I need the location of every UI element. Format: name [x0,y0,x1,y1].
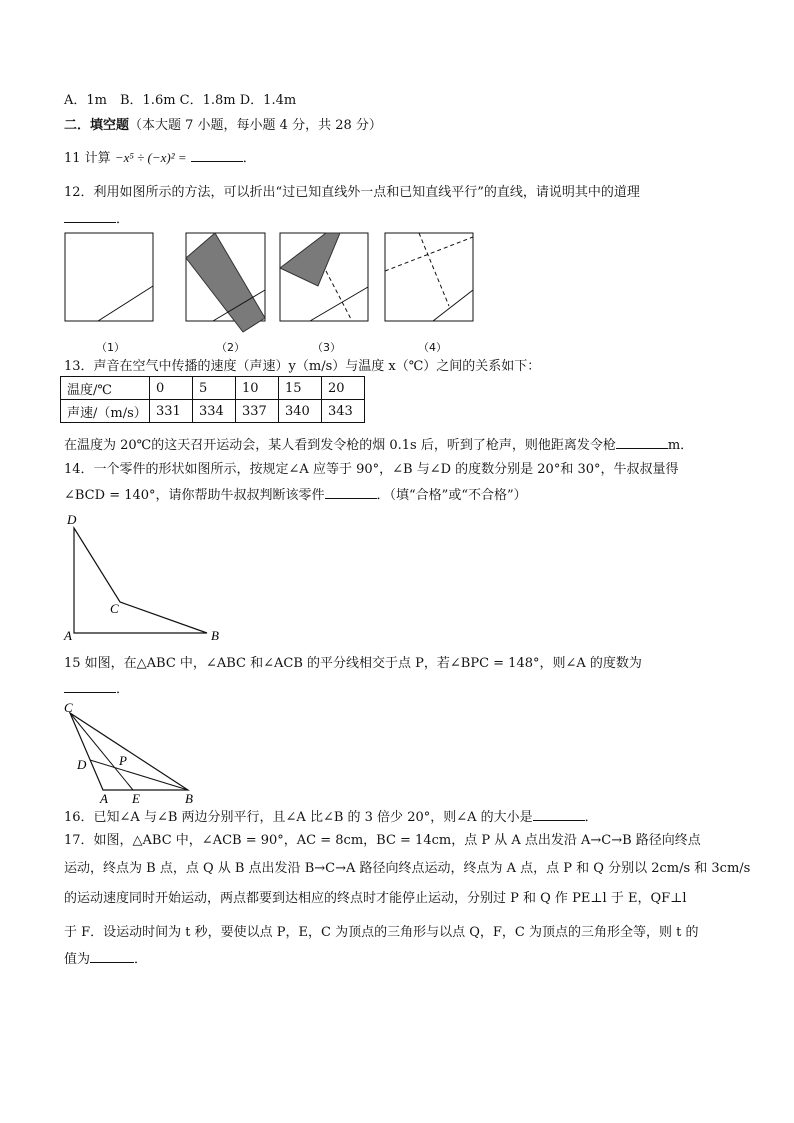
q16-answer-blank[interactable] [533,808,585,821]
table-cell: 334 [193,400,236,423]
label-C: C [64,700,73,715]
q11-prefix: 11 计算 [64,151,111,166]
fold-caption-4: （4） [418,341,447,354]
q16-suffix: ． [584,810,598,825]
table-cell: 331 [150,400,193,423]
q12-suffix: ． [116,212,130,227]
label-A: A [64,628,72,643]
section-note: （本大题 7 小题，每小题 4 分，共 28 分） [129,118,382,133]
q17-answer-blank[interactable] [90,950,134,963]
question-13: 13．声音在空气中传播的速度（声速）y（m/s）与温度 x（℃）之间的关系如下： [64,359,541,374]
bisector-bd [90,760,188,790]
table-cell: 5 [193,377,236,400]
q13-after-text: 在温度为 20℃的这天召开运动会，某人看到发令枪的烟 0.1s 后，听到了枪声，则他距离发令枪 [64,438,616,453]
question-17: 17．如图，△ABC 中，∠ACB = 90°，AC = 8cm，BC = 14cm，点 P 从 A 点出发沿 A→C→B 路径向终点 [64,833,701,848]
q11-suffix: ． [242,151,256,166]
label-D: D [67,512,77,527]
q17-line-3: 的运动速度同时开始运动，两点都要到达相应的终点时才能停止运动，分别过 P 和 Q 作 PE⊥l 于 E，QF⊥l [64,891,687,906]
q11-expression: −x⁵ ÷ (−x)² = [114,150,187,165]
label-P: P [119,753,127,768]
table-cell: 15 [279,377,322,400]
q17-line-4: 于 F．设运动时间为 t 秒，要使以点 P，E，C 为顶点的三角形与以点 Q，F，C 为顶点的三角形全等，则 t 的 [64,925,699,940]
table-header-cell: 声速/（m/s） [61,400,150,423]
table-header-cell: 温度/℃ [61,377,150,400]
question-14: 14．一个零件的形状如图所示，按规定∠A 应等于 90°，∠B 与∠D 的度数分别是 20°和 30°，牛叔叔量得 [64,462,679,477]
table-cell: 20 [322,377,365,400]
fold-caption-2: （2） [216,341,245,354]
label-E: E [132,791,140,806]
table-cell: 343 [322,400,365,423]
fold-caption-3: （3） [312,341,341,354]
q17-line-5 [64,950,147,969]
q14-text-b: ．（填“合格”或“不合格”） [376,488,527,503]
table-cell: 0 [150,377,193,400]
label-B: B [211,628,219,643]
label-D: D [77,757,87,772]
q17-text-a: 值为 [64,952,91,967]
q17-text-b: ． [134,952,148,967]
q14-text-a: ∠BCD = 140°，请你帮助牛叔叔判断该零件 [64,488,325,503]
q15-suffix: ． [116,682,130,697]
q17-line-2: 运动，终点为 B 点，点 Q 从 B 点出发沿 B→C→A 路径向终点运动，终点为 A 点，点 P 和 Q 分别以 2cm/s 和 3cm/s [64,861,751,876]
fold-caption-1: （1） [96,341,125,354]
label-C: C [110,601,119,616]
q16-text: 16．已知∠A 与∠B 两边分别平行，且∠A 比∠B 的 3 倍少 20°，则∠A 的大小是 [64,810,533,825]
label-B: B [185,791,193,806]
answer-options: A．1m B．1.6m C．1.8m D．1.4m [64,93,297,108]
table-cell: 337 [236,400,279,423]
bisector-ce [70,713,133,790]
question-15: 15 如图，在△ABC 中，∠ABC 和∠ACB 的平分线相交于点 P，若∠BPC = 148°，则∠A 的度数为 [64,656,642,671]
section-title: 二．填空题 [64,118,130,133]
table-cell: 10 [236,377,279,400]
question-12: 12．利用如图所示的方法，可以折出“过已知直线外一点和已知直线平行”的直线，请说明其中的道理 [64,185,640,200]
table-cell: 340 [279,400,322,423]
question-16 [64,808,598,827]
q13-suffix: m． [667,438,694,453]
triangle-abc [70,713,188,790]
label-A: A [100,791,108,806]
